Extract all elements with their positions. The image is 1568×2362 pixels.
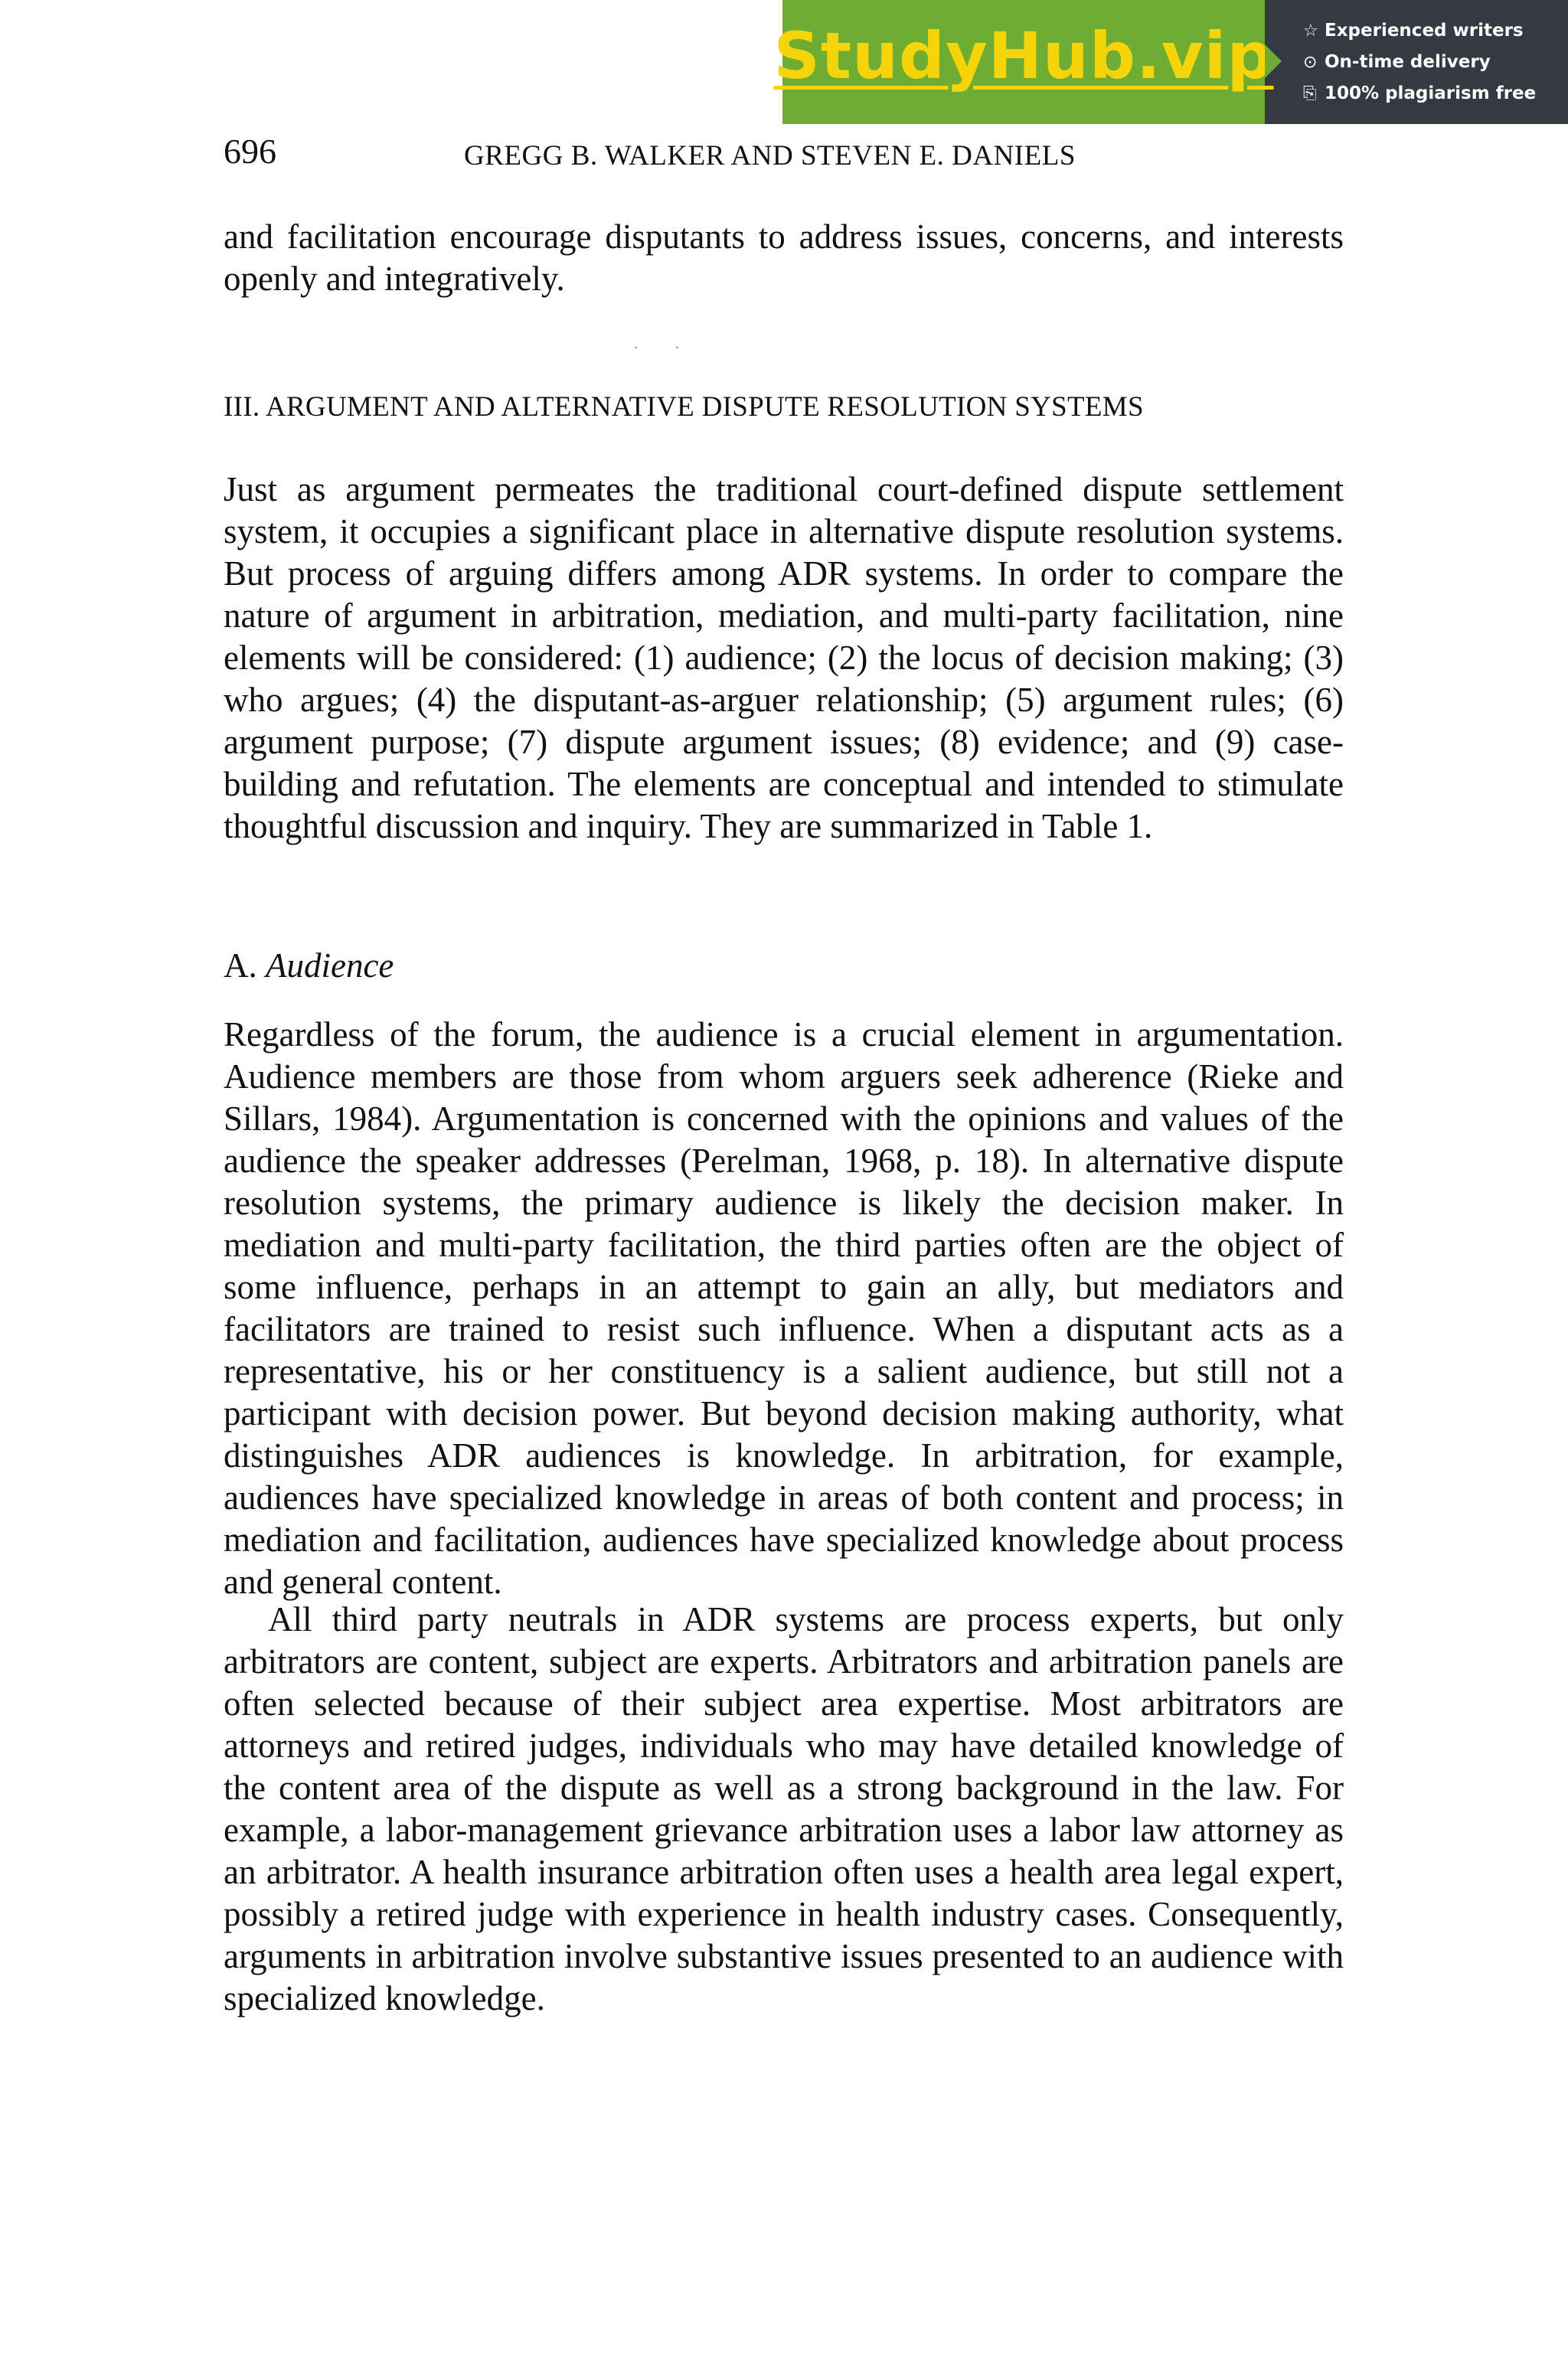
running-head bbox=[224, 129, 1341, 175]
page-number: 696 bbox=[224, 132, 276, 171]
shield-copy-icon: ⎘ bbox=[1303, 83, 1317, 103]
subsection-heading bbox=[224, 945, 394, 987]
studyhub-banner[interactable] bbox=[773, 0, 1568, 124]
feature-plagiarism-free bbox=[1303, 78, 1568, 109]
clock-icon: ⊙ bbox=[1303, 52, 1318, 72]
banner-logo-box[interactable] bbox=[773, 0, 1274, 124]
paragraph-text: and facilitation encourage disputants to address issues, concerns, and interests openly and integratively. bbox=[224, 217, 1344, 298]
paragraph-text: All third party neutrals in ADR systems are process experts, but only arbitrators are content, subject are experts. Arbitrators and arbitration panels are often selected because of their subject area expertise. Most arbitrators are attorneys and retired judges, individuals who may have detailed knowledge of the content area of the dispute as well as a strong background in the law. For example, a labor-management grievance arbitration uses a labor law attorney as an arbitrator. A health insurance arbitration often uses a health area legal expert, possibly a retired judge with experience in health industry cases. Consequently, arguments in arbitration involve substantive issues presented to an audience with specialized knowledge. bbox=[224, 1600, 1344, 2017]
banner-features bbox=[1265, 0, 1568, 124]
subsection-label: A. bbox=[224, 946, 257, 985]
star-outline-icon: ☆ bbox=[1303, 21, 1318, 41]
subsection-title: Audience bbox=[266, 946, 394, 985]
paragraph-text: Just as argument permeates the traditional court-defined dispute settlement system, it occupies a significant place in alternative dispute resolution systems. But process of arguing differs among ADR systems. In order to compare the nature of argument in arbitration, mediation, and multi-party facilitation, nine elements will be considered: (1) audience; (2) the locus of decision making; (3) who argues; (4) the disputant-as-arguer relationship; (5) argument rules; (6) argument purpose; (7) dispute argument issues; (8) evidence; and (9) case-building and refutation. The elements are conceptual and intended to stimulate thoughtful discussion and inquiry. They are summarized in Table 1. bbox=[224, 470, 1344, 845]
studyhub-logo[interactable]: StudyHub.vip bbox=[773, 18, 1274, 93]
feature-on-time-delivery bbox=[1303, 47, 1568, 78]
paragraph-section-intro bbox=[224, 469, 1344, 848]
paragraph-intro-continuation bbox=[224, 216, 1344, 300]
feature-label: Experienced writers bbox=[1325, 20, 1524, 41]
section-heading: III. ARGUMENT AND ALTERNATIVE DISPUTE RESOLUTION SYSTEMS bbox=[224, 391, 1144, 423]
stray-marks: . . bbox=[634, 335, 696, 352]
feature-experienced-writers bbox=[1303, 15, 1568, 47]
header-authors: GREGG B. WALKER AND STEVEN E. DANIELS bbox=[464, 140, 1076, 172]
feature-label: 100% plagiarism free bbox=[1325, 83, 1537, 103]
paragraph-audience-2 bbox=[224, 1599, 1344, 2020]
feature-label: On-time delivery bbox=[1325, 51, 1491, 72]
paragraph-audience-1 bbox=[224, 1014, 1344, 1603]
banner-arrow-icon bbox=[1265, 44, 1282, 78]
paragraph-text: Regardless of the forum, the audience is a crucial element in argumentation. Audience members are those from whom arguers seek adherence (Rieke and Sillars, 1984). Argumentation is concerned with the opinions and values of the audience the speaker addresses (Perelman, 1968, p. 18). In alternative dispute resolution systems, the primary audience is likely the decision maker. In mediation and multi-party facilitation, the third parties often are the object of some influence, perhaps in an attempt to gain an ally, but mediators and facilitators are trained to resist such influence. When a disputant acts as a representative, his or her constituency is a salient audience, but still not a participant with decision power. But beyond decision making authority, what distinguishes ADR audiences is knowledge. In arbitration, for example, audiences have specialized knowledge in areas of both content and process; in mediation and facilitation, audiences have specialized knowledge about process and general content. bbox=[224, 1015, 1344, 1601]
